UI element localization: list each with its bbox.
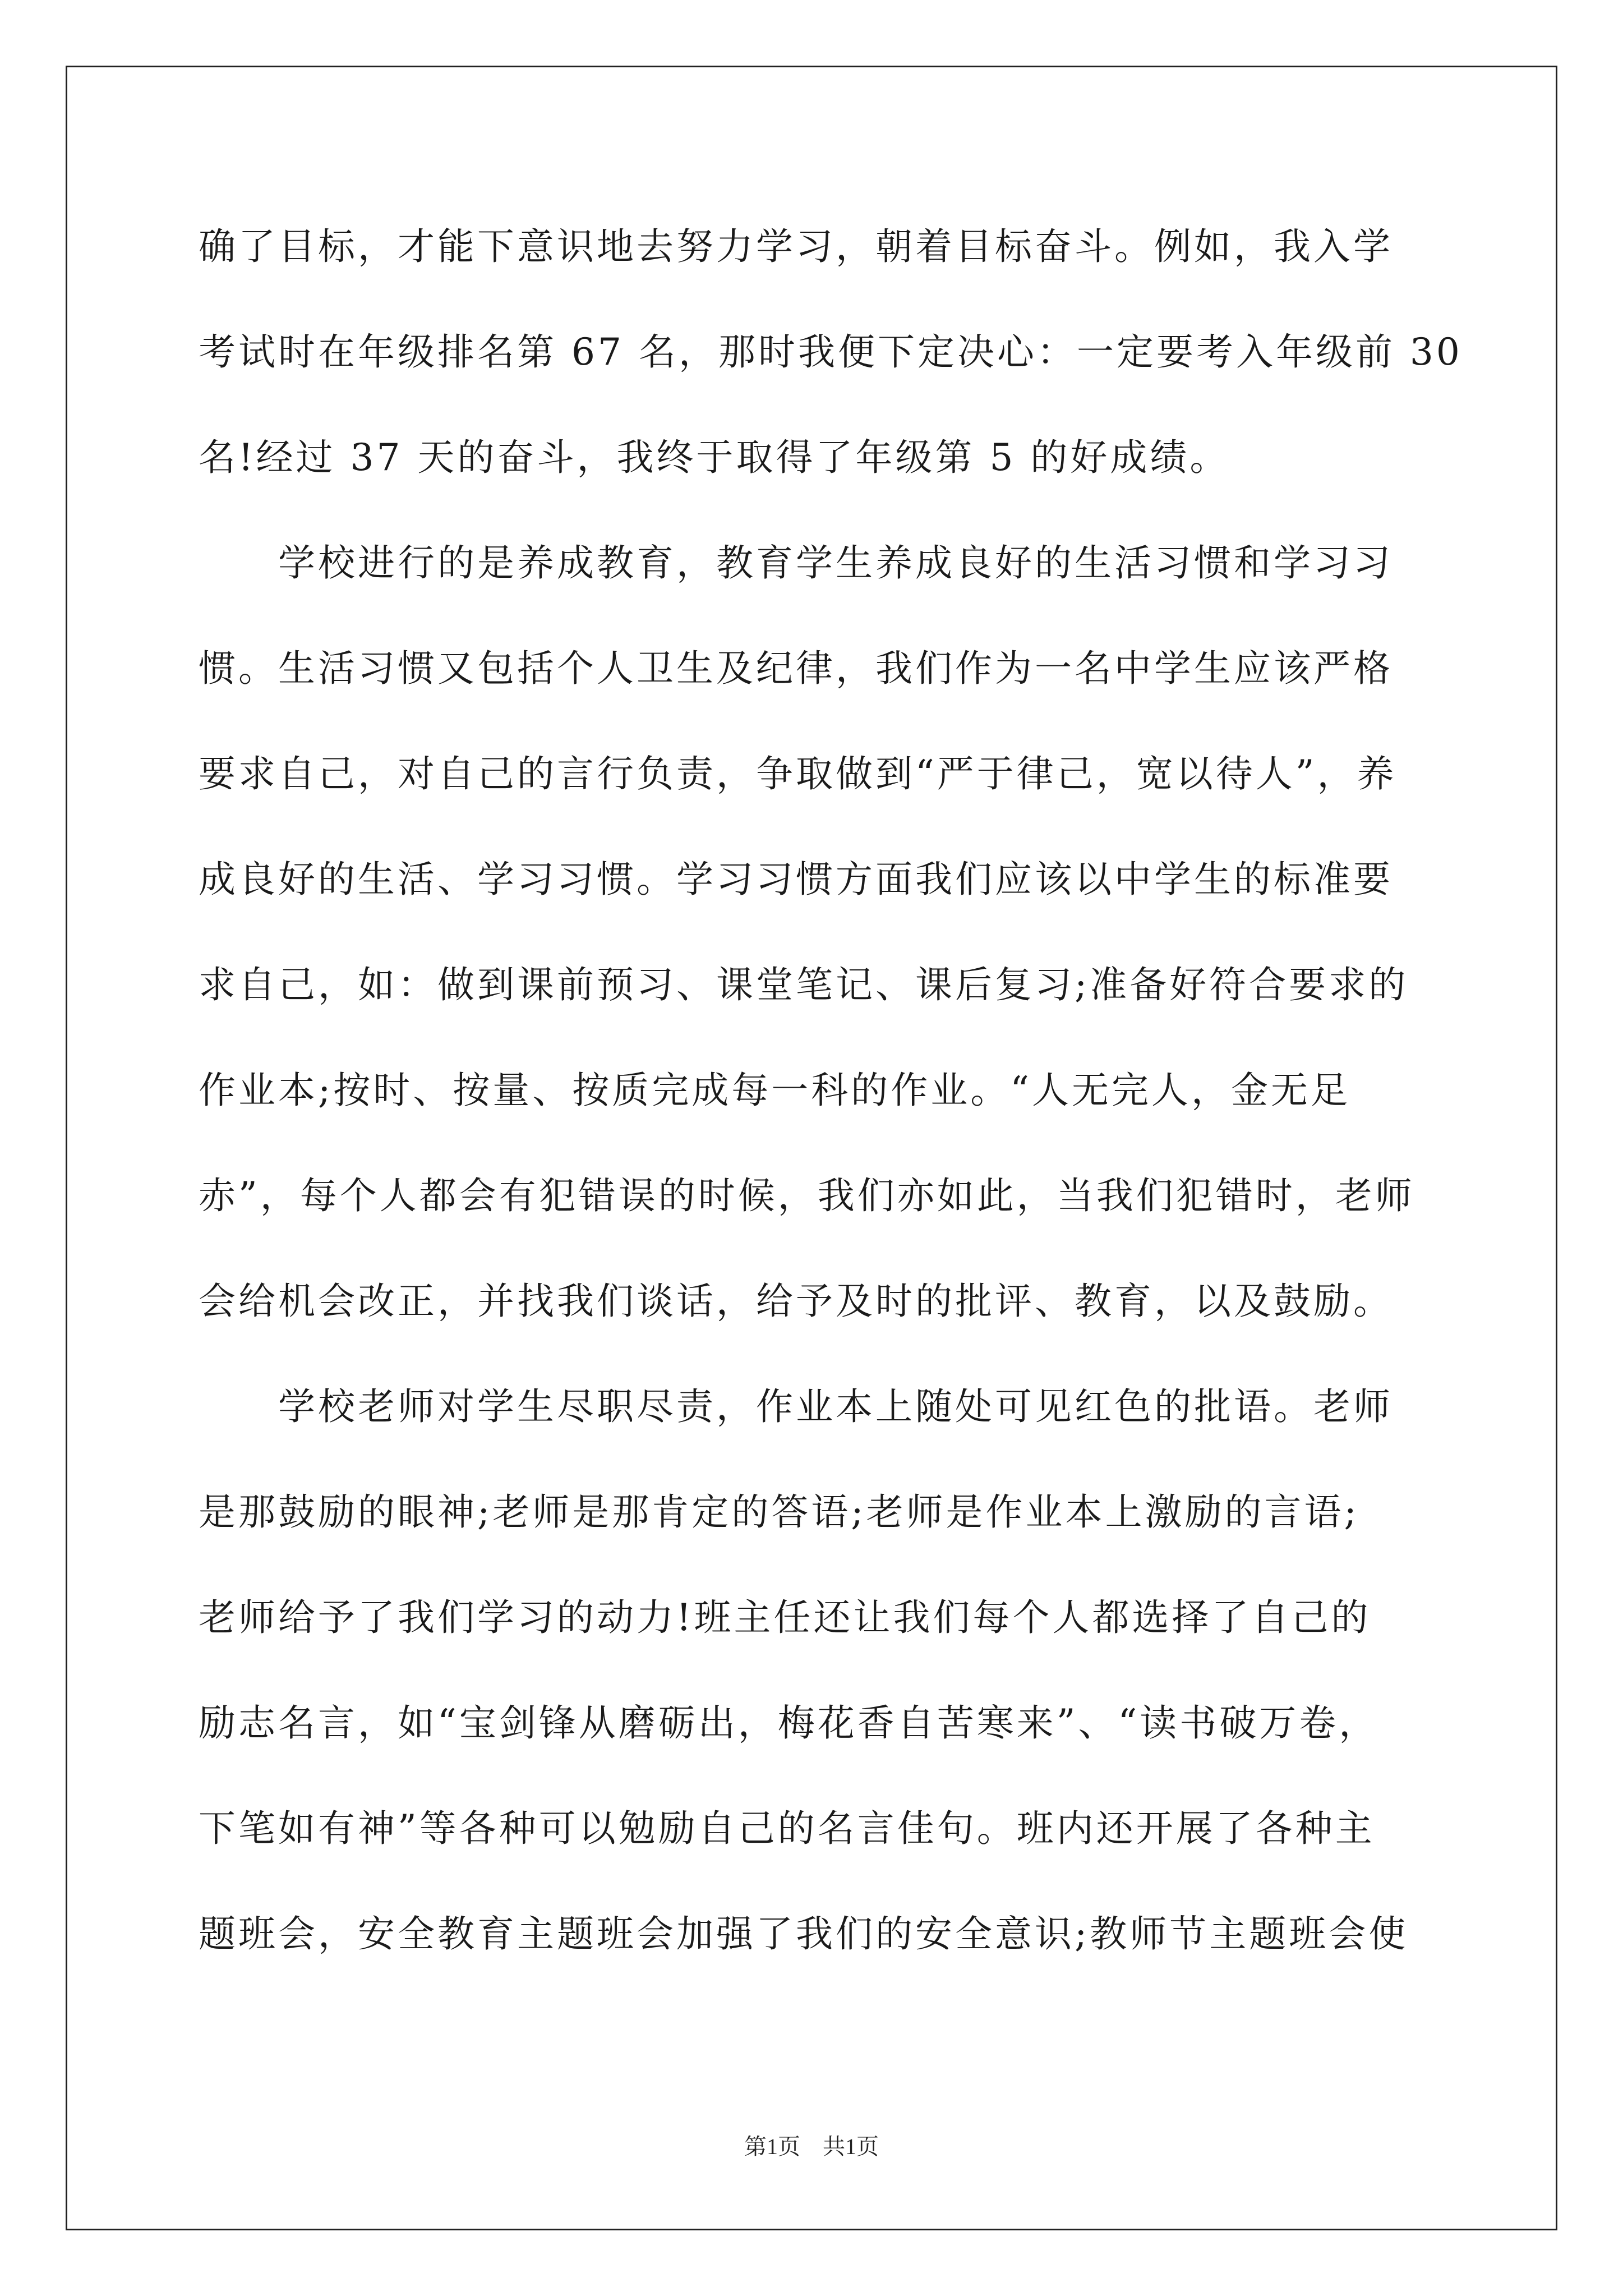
text-line: 励志名言，如“宝剑锋从磨砺出，梅花香自苦寒来”、“读书破万卷，	[199, 1701, 1379, 1745]
text-line: 确了目标，才能下意识地去努力学习，朝着目标奋斗。例如，我入学	[199, 225, 1393, 268]
document-body	[199, 216, 1463, 2009]
text-line: 下笔如有神”等各种可以勉励自己的名言佳句。班内还开展了各种主	[199, 1807, 1375, 1850]
text-line: 要求自己，对自己的言行负责，争取做到“严于律己，宽以待人”，养	[199, 752, 1397, 795]
text-line: 作业本;按时、按量、按质完成每一科的作业。“人无完人，金无足	[199, 1069, 1350, 1112]
text-line: 会给机会改正，并找我们谈话，给予及时的批评、教育，以及鼓励。	[199, 1280, 1393, 1323]
text-line: 题班会，安全教育主题班会加强了我们的安全意识;教师节主题班会使	[199, 1912, 1409, 1955]
text-line: 学校进行的是养成教育，教育学生养成良好的生活习惯和学习习	[199, 541, 1393, 585]
page-number-footer: 第1页 共1页	[744, 2134, 879, 2159]
text-line: 求自己，如：做到课前预习、课堂笔记、课后复习;准备好符合要求的	[199, 963, 1409, 1006]
text-line: 老师给予了我们学习的动力!班主任还让我们每个人都选择了自己的	[199, 1596, 1371, 1639]
text-line: 是那鼓励的眼神;老师是那肯定的答语;老师是作业本上激励的言语;	[199, 1490, 1359, 1534]
text-line: 名!经过 37 天的奋斗，我终于取得了年级第 5 的好成绩。	[199, 436, 1230, 479]
text-line: 成良好的生活、学习习惯。学习习惯方面我们应该以中学生的标准要	[199, 858, 1393, 901]
text-line: 惯。生活习惯又包括个人卫生及纪律，我们作为一名中学生应该严格	[199, 647, 1393, 690]
text-line: 学校老师对学生尽职尽责，作业本上随处可见红色的批语。老师	[199, 1385, 1393, 1428]
text-line: 赤”，每个人都会有犯错误的时候，我们亦如此，当我们犯错时，老师	[199, 1174, 1415, 1217]
text-line: 考试时在年级排名第 67 名，那时我便下定决心：一定要考入年级前 30	[199, 330, 1463, 374]
